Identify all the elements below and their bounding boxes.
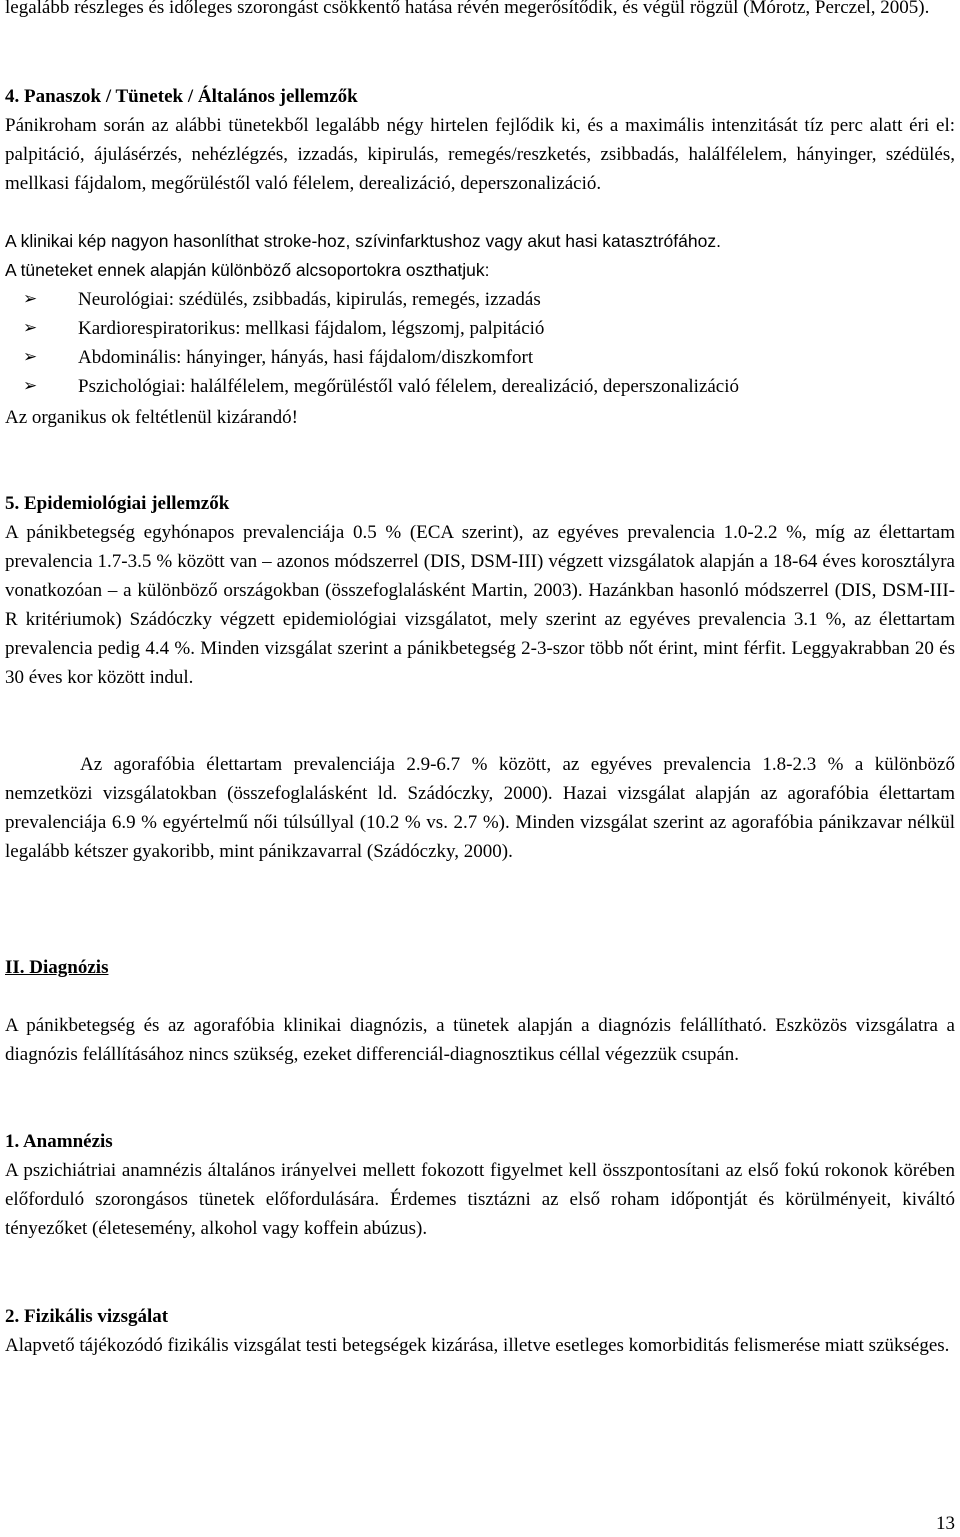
anamnesis-paragraph: A pszichiátriai anamnézis általános irányelvei mellett fokozott figyelmet kell összpontosítani az első fokú rokonok körében előforduló szorongásos tünetek előfordulására. Érdemes tisztázni az első roham időpontját és körülményeit, kiváltó tényezőket (életesemény, alkohol vagy koffein abúzus). (5, 1160, 955, 1239)
list-item: ➢ Abdominális: hányinger, hányás, hasi fájdalom/diszkomfort (23, 343, 960, 372)
anamnesis-heading: 1. Anamnézis (5, 1131, 113, 1152)
section-5-prevalence-paragraph: A pánikbetegség egyhónapos prevalenciája 0.5 % (ECA szerint), az egyéves prevalencia 1.0-2.2 %, míg az élettartam prevalencia 1.7-3.5 % között van – azonos módszerrel (DIS, DSM-III) végzett vizsgálatok alapján a 18-64 éves korosztályra vonatkozóan – a különböző országokban (összefoglalásként Martin, 2003). Hazánkban hasonló módszerrel (DIS, DSM-III-R kritériumok) Szádóczky végzett epidemiológiai vizsgálatot, mely szerint az egyéves prevalencia 3.1 %, az élettartam prevalencia pedig 4.4 %. Minden vizsgálat szerint a pánikbetegség 2-3-szor több nőt érint, mint férfit. Leggyakrabban 20 és 30 éves kor között indul. (5, 522, 955, 688)
section-4-clinical-picture: A klinikai kép nagyon hasonlíthat stroke-hoz, szívinfarktushoz vagy akut hasi katasztrófához. (5, 231, 721, 251)
physical-exam-paragraph: Alapvető tájékozódó fizikális vizsgálat testi betegségek kizárása, illetve esetleges komorbiditás felismerése miatt szükséges. (5, 1335, 950, 1356)
organic-cause-note: Az organikus ok feltétlenül kizárandó! (5, 407, 298, 428)
section-II-paragraph: A pánikbetegség és az agorafóbia klinikai diagnózis, a tünetek alapján a diagnózis felállítható. Eszközös vizsgálatra a diagnózis felállításához nincs szükség, ezeket differenciál-diagnosztikus céllal végezzük csupán. (5, 1015, 955, 1065)
arrow-bullet-icon: ➢ (23, 318, 38, 338)
intro-paragraph: legalább részleges és időleges szorongást csökkentő hatása révén megerősítődik, és végül rögzül (Mórotz, Perczel, 2005). (5, 0, 930, 18)
section-5-heading: 5. Epidemiológiai jellemzők (5, 493, 230, 514)
section-4-symptoms-paragraph: Pánikroham során az alábbi tünetekből legalább négy hirtelen fejlődik ki, és a maximális intenzitását tíz perc alatt éri el: palpitáció, ájulásérzés, nehézlégzés, izzadás, kipirulás, remegés/reszketés, zsibbadás, halálfélelem, hányinger, szédülés, mellkasi fájdalom, megőrüléstől való félelem, derealizáció, deperszonalizáció. (5, 115, 955, 194)
section-4-subgroups-intro: A tüneteket ennek alapján különböző alcsoportokra oszthatjuk: (5, 260, 490, 280)
list-item: ➢ Neurológiai: szédülés, zsibbadás, kipirulás, remegés, izzadás (23, 285, 960, 314)
list-item: ➢ Pszichológiai: halálfélelem, megőrüléstől való félelem, derealizáció, deperszonalizáció (23, 372, 960, 401)
arrow-bullet-icon: ➢ (23, 289, 38, 309)
symptom-subgroup-list (23, 285, 960, 401)
physical-exam-heading: 2. Fizikális vizsgálat (5, 1306, 169, 1327)
arrow-bullet-icon: ➢ (23, 376, 38, 396)
arrow-bullet-icon: ➢ (23, 347, 38, 367)
list-item: ➢ Kardiorespiratorikus: mellkasi fájdalom, légszomj, palpitáció (23, 314, 960, 343)
section-5-agoraphobia-paragraph: Az agorafóbia élettartam prevalenciája 2.9-6.7 % között, az egyéves prevalencia 1.8-2.3 % a különböző nemzetközi vizsgálatokban (összefoglalásként ld. Szádóczky, 2000). Hazai vizsgálat alapján az agorafóbia élettartam prevalenciája 6.9 % egyértelmű női túlsúllyal (10.2 % vs. 2.7 %). Minden vizsgálat szerint az agorafóbia pánikzavar nélkül legalább kétszer gyakoribb, mint pánikzavarral (Szádóczky, 2000). (5, 754, 955, 862)
section-4-heading: 4. Panaszok / Tünetek / Általános jellemzők (5, 86, 358, 107)
page-number: 13 (936, 1513, 955, 1534)
section-II-heading: II. Diagnózis (5, 957, 109, 978)
